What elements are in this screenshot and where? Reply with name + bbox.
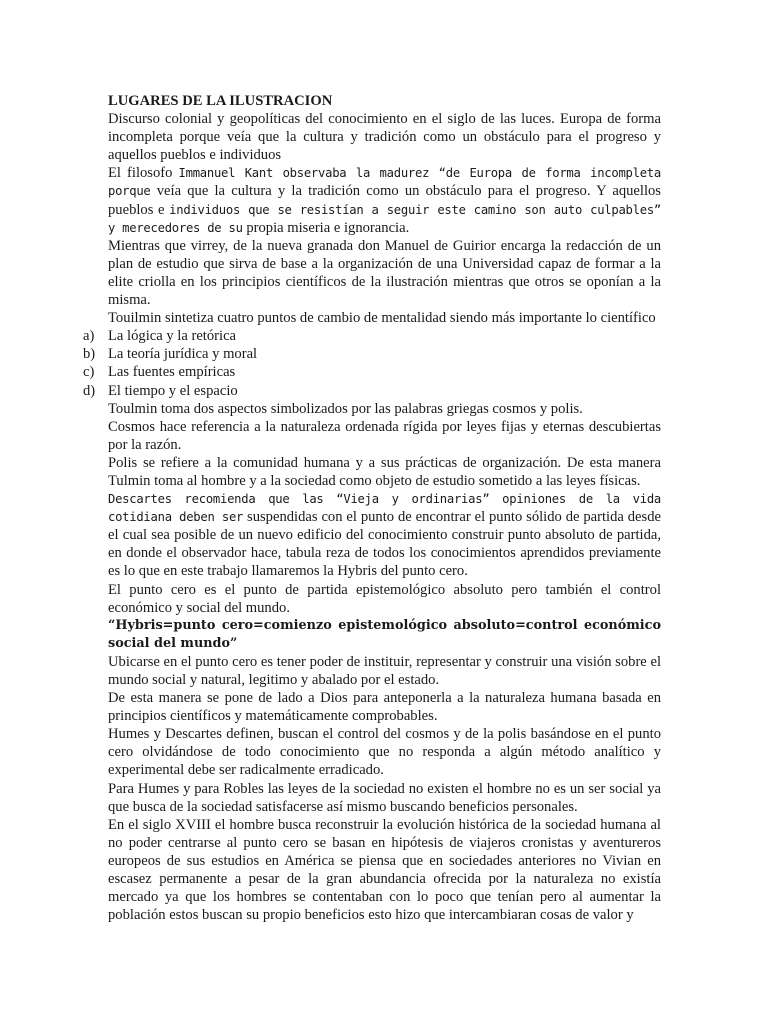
list-marker: d) xyxy=(83,382,96,399)
list-item xyxy=(83,327,661,345)
paragraph: En el siglo XVIII el hombre busca reconstruir la evolución histórica de la sociedad humana al no poder centrarse al punto cero se basan en hipótesis de viajeros cronistas y aventureros europeos de sus estudios en América se piensa que en sociedades anteriores no Vivian en escasez permanente a pesar de la gran abundancia ofrecida por la naturaleza no existía mercado ya que los hombres se contentaban con lo poco que tenían pero al aumentar la población estos buscan su propio beneficios esto hizo que intercambiaran cosas de valor y xyxy=(108,816,661,924)
paragraph-descartes xyxy=(108,490,661,580)
list-item xyxy=(83,363,661,381)
list-item-text: La lógica y la retórica xyxy=(108,328,237,345)
paragraph: Toulmin toma dos aspectos simbolizados por las palabras griegas cosmos y polis. xyxy=(108,400,583,417)
document-title: LUGARES DE LA ILUSTRACION xyxy=(108,93,333,109)
paragraph-kant-alt: Immanuel Kant observaba la madurez “de Europa de forma incompleta porque xyxy=(108,166,661,199)
paragraph: Discurso colonial y geopolíticas del conocimiento en el siglo de las luces. Europa de forma incompleta porque veía que la cultura y tradición como un obstáculo para el progreso y aquellos pueblos e individuos xyxy=(108,111,661,164)
list-item-text: Las fuentes empíricas xyxy=(108,364,236,381)
paragraph-kant-end: propia miseria e ignorancia. xyxy=(246,219,410,236)
paragraph-kant xyxy=(108,164,661,236)
paragraph-kant-alt2: individuos que se resistían a seguir este camino son auto culpables” y merecedores de su xyxy=(108,202,661,235)
hybris-quote: “Hybris=punto cero=comienzo epistemológico absoluto=control económico social del mundo” xyxy=(108,617,661,651)
paragraph: Cosmos hace referencia a la naturaleza ordenada rígida por leyes fijas y eternas descubiertas por la razón. xyxy=(108,418,661,453)
list-marker: a) xyxy=(83,328,95,345)
paragraph: De esta manera se pone de lado a Dios para anteponerla a la naturaleza humana basada en principios científicos y matemáticamente comprobables. xyxy=(108,690,661,725)
paragraph: Touilmin sintetiza cuatro puntos de cambio de mentalidad siendo más importante lo científico xyxy=(108,310,656,327)
list-item xyxy=(83,345,661,363)
list-item xyxy=(83,382,661,400)
document-body xyxy=(83,92,661,924)
paragraph: Humes y Descartes definen, buscan el control del cosmos y de la polis basándose en el punto cero olvidándose de todo conocimiento que no responda a algún método analítico y experimental debe ser radicalmente erradicado. xyxy=(108,726,661,779)
paragraph: Mientras que virrey, de la nueva granada don Manuel de Guirior encarga la redacción de un plan de estudio que sirva de base a la organización de una Universidad capaz de formar a la elite criolla en los principios científicos de la ilustración mientras que otros se oponían a la misma. xyxy=(108,237,661,309)
list-marker: c) xyxy=(83,364,95,381)
paragraph-descartes-rest: suspendidas con el punto de encontrar el punto sólido de partida desde el cual sea posible de un nuevo edificio del conocimiento construir punto absoluto de partida, en donde el observador hace, tabula reza de todos los conocimientos aprendidos previamente es lo que en este trabajo llamaremos la Hybris del punto cero. xyxy=(108,509,661,580)
list-item-text: La teoría jurídica y moral xyxy=(108,346,258,363)
paragraph-kant-lead: El filosofo xyxy=(108,165,173,182)
paragraph: Ubicarse en el punto cero es tener poder de instituir, representar y construir una visión sobre el mundo social y natural, legitimo y abalado por el estado. xyxy=(108,653,661,688)
paragraph: Polis se refiere a la comunidad humana y a sus prácticas de organización. De esta manera Tulmin toma al hombre y a la sociedad como objeto de estudio sometido a las leyes físicas. xyxy=(108,454,661,489)
paragraph: Para Humes y para Robles las leyes de la sociedad no existen el hombre no es un ser social ya que busca de la sociedad satisfacerse así mismo buscando beneficios personales. xyxy=(108,780,661,815)
list-item-text: El tiempo y el espacio xyxy=(108,382,238,399)
paragraph-kant-mid: veía que la cultura y la tradición como un obstáculo para el progreso. Y aquellos pueblos e xyxy=(108,183,661,218)
paragraph: El punto cero es el punto de partida epistemológico absoluto pero también el control económico y social del mundo. xyxy=(108,581,661,616)
list-marker: b) xyxy=(83,346,96,363)
paragraph-descartes-alt: Descartes recomienda que las “Vieja y ordinarias” opiniones de la vida cotidiana deben ser xyxy=(108,492,661,525)
mentality-list xyxy=(83,327,661,399)
